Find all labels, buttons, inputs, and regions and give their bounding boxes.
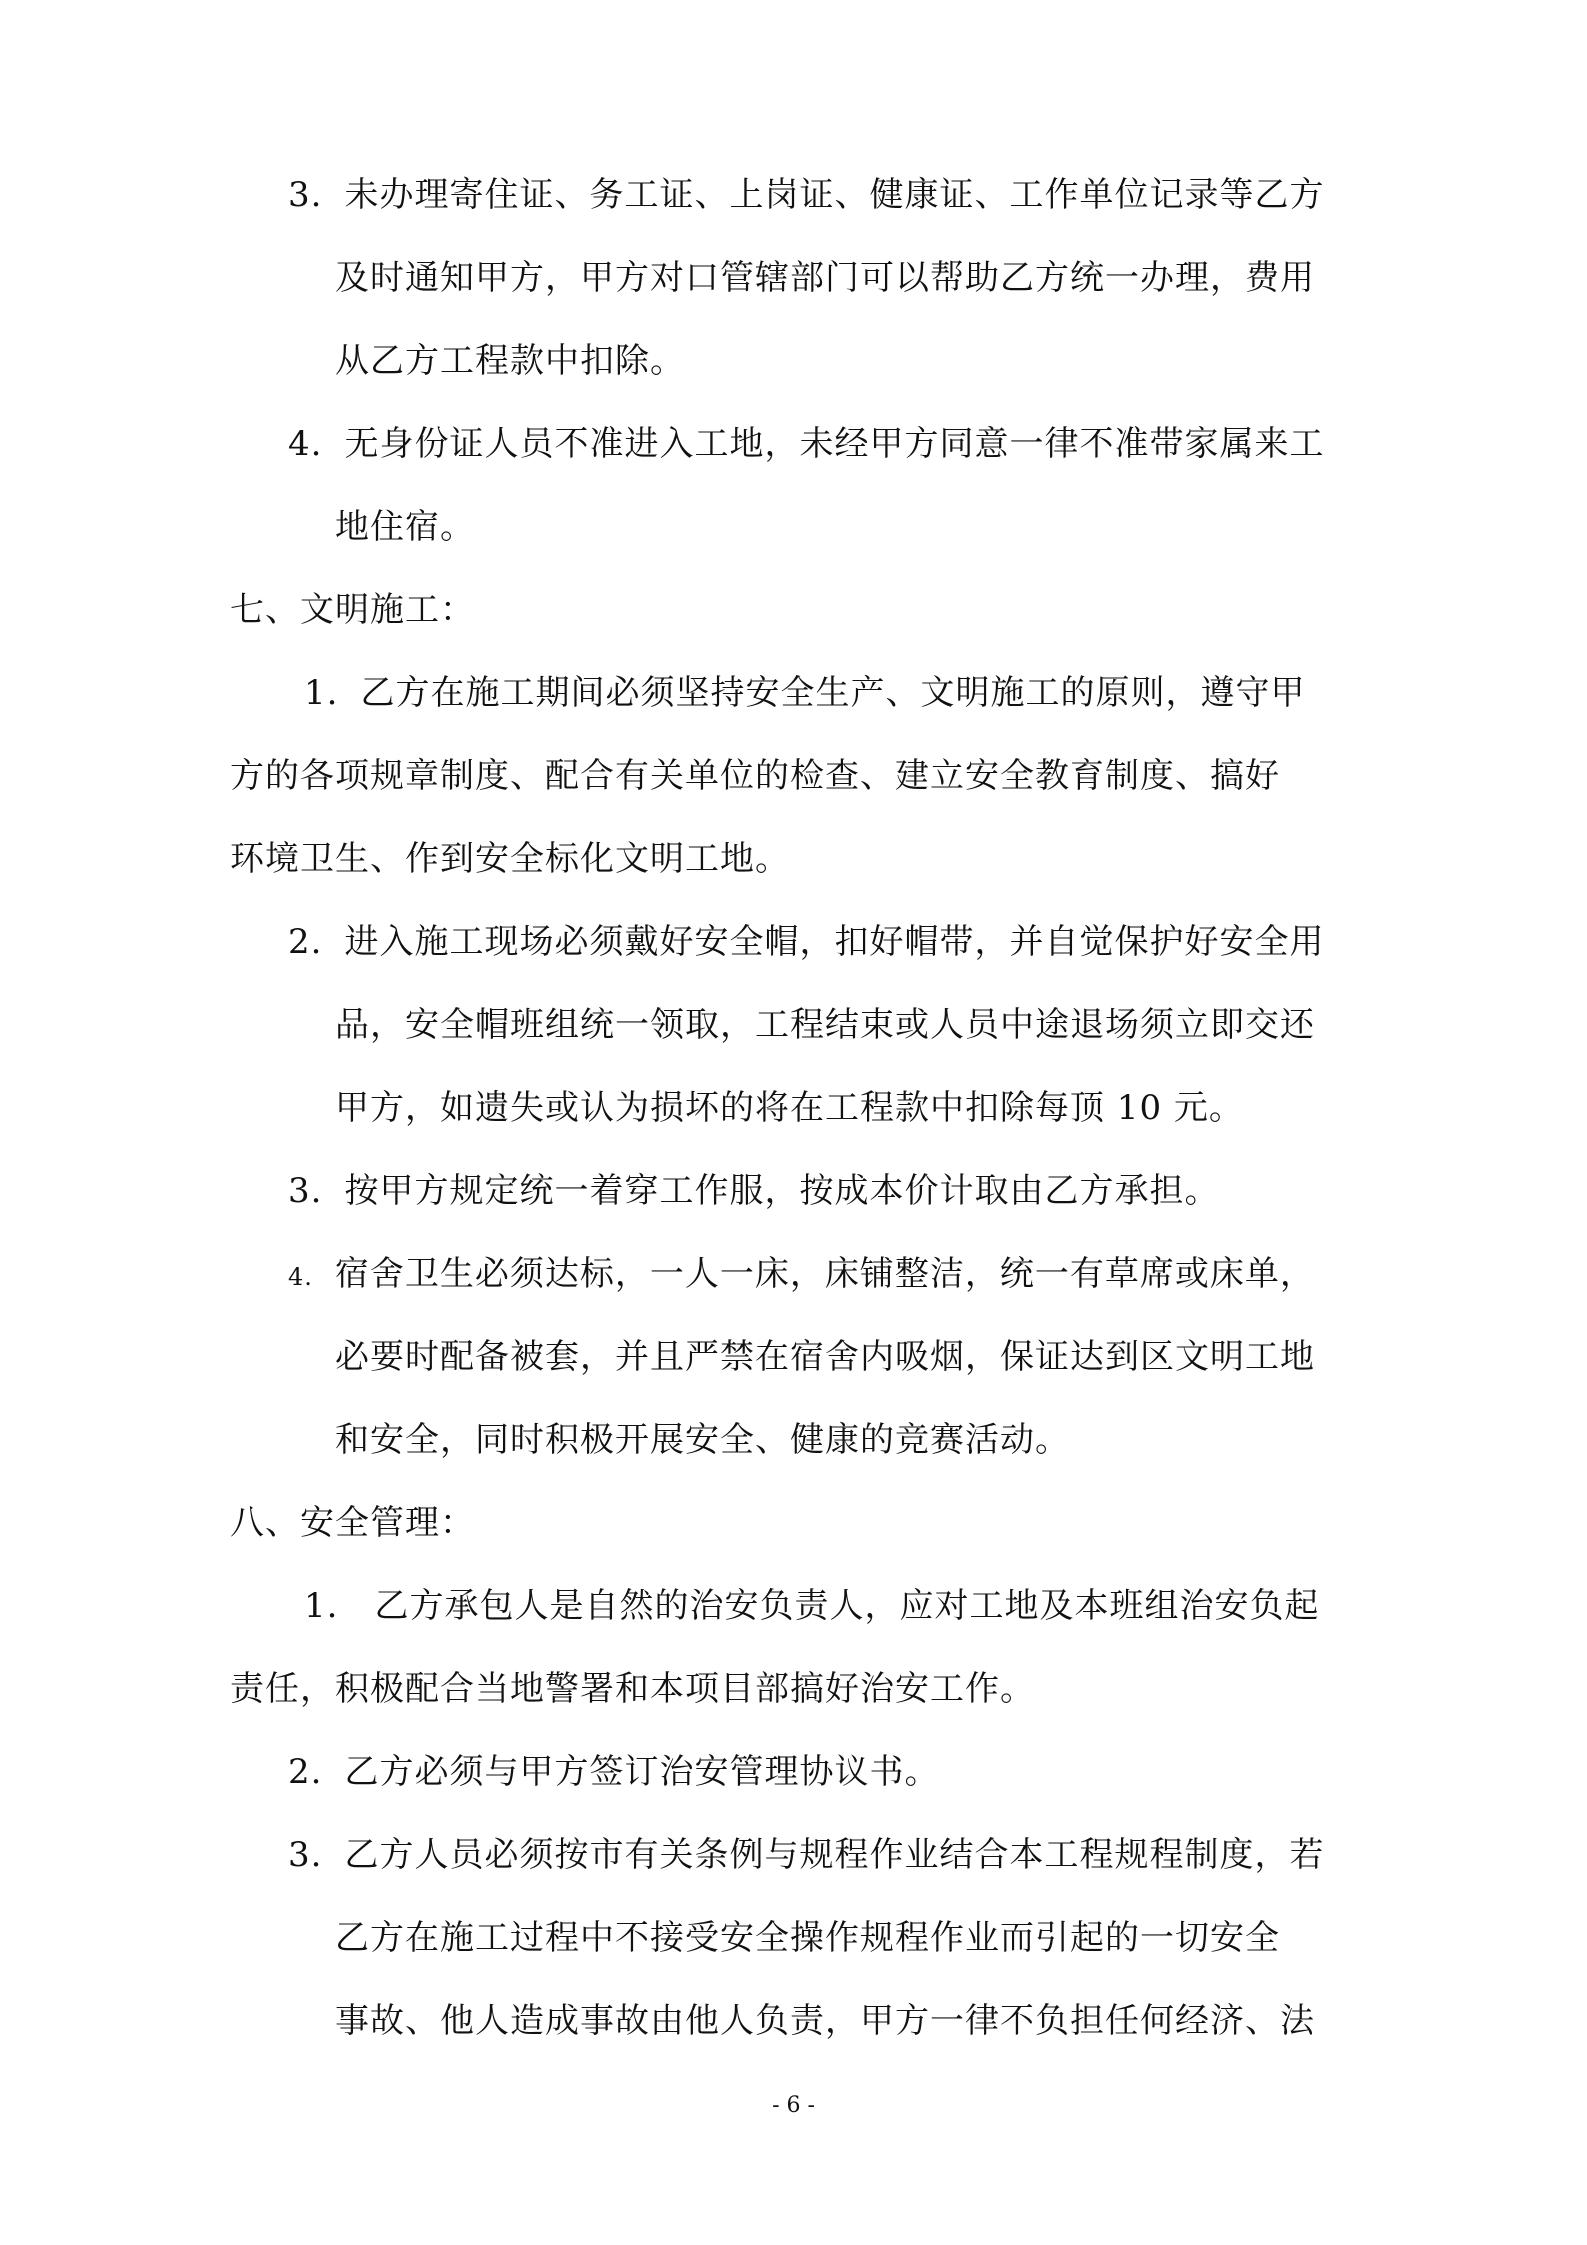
- item-number: 3.: [288, 175, 323, 215]
- page-number: - 6 -: [772, 2093, 815, 2118]
- s7-item4-line3: 和安全，同时积极开展安全、健康的竞赛活动。: [335, 1420, 1070, 1460]
- s6-item4-line2: 地住宿。: [335, 507, 475, 547]
- s8-item2-line1: 2. 乙方必须与甲方签订治安管理协议书。: [288, 1752, 940, 1792]
- item-number: 2.: [288, 922, 323, 962]
- item-number: 3.: [288, 1171, 323, 1211]
- s8-item1-line1: 1. 乙方承包人是自然的治安负责人，应对工地及本班组治安负起: [304, 1586, 1320, 1626]
- s8-item3-line2: 乙方在施工过程中不接受安全操作规程作业而引起的一切安全: [335, 1918, 1280, 1958]
- item-number: 1.: [304, 1586, 339, 1626]
- s7-item4-line1: 4. 宿舍卫生必须达标，一人一床，床铺整洁，统一有草席或床单，: [288, 1254, 1315, 1297]
- item-number: 4.: [288, 1263, 313, 1291]
- item-number: 4.: [288, 424, 323, 464]
- s6-item3-line2: 及时通知甲方，甲方对口管辖部门可以帮助乙方统一办理，费用: [335, 258, 1315, 298]
- s8-item1-line2: 责任，积极配合当地警署和本项目部搞好治安工作。: [230, 1669, 1035, 1709]
- s8-item3-line3: 事故、他人造成事故由他人负责，甲方一律不负担任何经济、法: [335, 2001, 1315, 2041]
- item-number: 3.: [288, 1835, 323, 1875]
- s7-item2-line3: 甲方，如遗失或认为损坏的将在工程款中扣除每顶 10 元。: [335, 1088, 1244, 1128]
- s7-item1-line1: 1. 乙方在施工期间必须坚持安全生产、文明施工的原则，遵守甲: [304, 673, 1306, 713]
- s7-item1-line2: 方的各项规章制度、配合有关单位的检查、建立安全教育制度、搞好: [230, 756, 1280, 796]
- section7-heading: 七、文明施工：: [230, 590, 475, 630]
- s8-item3-line1: 3. 乙方人员必须按市有关条例与规程作业结合本工程规程制度，若: [288, 1835, 1325, 1875]
- item-number: 1.: [304, 673, 339, 713]
- item-number: 2.: [288, 1752, 323, 1792]
- s7-item4-line2: 必要时配备被套，并且严禁在宿舍内吸烟，保证达到区文明工地: [335, 1337, 1315, 1377]
- section8-heading: 八、安全管理：: [230, 1503, 475, 1543]
- s7-item1-line3: 环境卫生、作到安全标化文明工地。: [230, 839, 790, 879]
- s7-item2-line1: 2. 进入施工现场必须戴好安全帽，扣好帽带，并自觉保护好安全用: [288, 922, 1325, 962]
- s7-item2-line2: 品，安全帽班组统一领取，工程结束或人员中途退场须立即交还: [335, 1005, 1315, 1045]
- s6-item3-line3: 从乙方工程款中扣除。: [335, 341, 685, 381]
- s6-item4-line1: 4. 无身份证人员不准进入工地，未经甲方同意一律不准带家属来工: [288, 424, 1325, 464]
- s6-item3-line1: 3. 未办理寄住证、务工证、上岗证、健康证、工作单位记录等乙方: [288, 175, 1325, 215]
- s7-item3-line1: 3. 按甲方规定统一着穿工作服，按成本价计取由乙方承担。: [288, 1171, 1220, 1211]
